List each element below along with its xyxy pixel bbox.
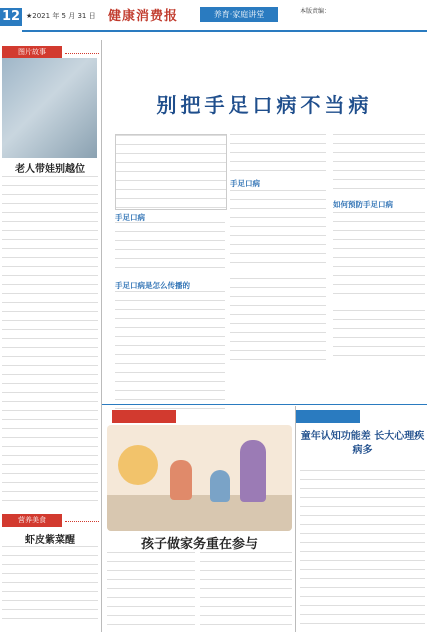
- header-rule: [22, 30, 427, 32]
- tag-dots-bottom: [65, 521, 99, 523]
- issue-date: ★2021 年 5 月 31 日: [26, 12, 96, 20]
- section-tag: 养育·家庭讲堂: [200, 7, 278, 22]
- feature-headline: 孩子做家务重在参与: [140, 537, 258, 552]
- subhead-prevention: 如何预防手足口病: [333, 200, 393, 209]
- editor-line: 本版责编：: [300, 8, 331, 15]
- col-c-body-1: [333, 134, 425, 196]
- col-a-body-1: [115, 222, 225, 276]
- col-b-body-1: [230, 134, 326, 176]
- col-c-body-3: [333, 310, 425, 364]
- right-body: [300, 470, 425, 626]
- newspaper-brand: 健康消费报: [108, 9, 179, 24]
- subhead-alert: 手足口病: [115, 213, 145, 222]
- subhead-symptoms: 手足口病: [230, 179, 260, 188]
- left-tag-bottom: 营养美食: [2, 514, 62, 527]
- col-b-body-2: [230, 190, 326, 264]
- recipe-title: 虾皮紫菜醒: [25, 535, 75, 546]
- left-tag-top: 图片故事: [2, 46, 62, 59]
- column-divider: [295, 406, 296, 632]
- story-photo: [2, 58, 97, 158]
- main-headline: 别把手足口病不当病: [156, 93, 373, 117]
- adult-figure: [240, 440, 266, 502]
- lead-paragraph: [115, 134, 227, 210]
- page-number: 12: [1, 9, 21, 24]
- right-tag: [296, 410, 360, 423]
- feature-body-2: [200, 552, 292, 628]
- col-a-body-2: [115, 291, 225, 337]
- recipe-body: [2, 546, 98, 626]
- subhead-transmission: 手足口病是怎么传播的: [115, 281, 190, 290]
- right-headline: 童年认知功能差 长大心理疾病多: [300, 431, 425, 456]
- section-rule: [102, 404, 427, 405]
- tag-dots: [65, 53, 99, 55]
- feature-tag: [112, 410, 176, 423]
- col-c-body-2: [333, 212, 425, 302]
- sun-shape: [118, 445, 158, 485]
- child-figure: [210, 470, 230, 502]
- feature-body-1: [107, 552, 195, 628]
- child-figure: [170, 460, 192, 500]
- left-story-body: [2, 176, 98, 506]
- left-story-title: 老人带娃别越位: [15, 164, 85, 175]
- col-b-body-3: [230, 278, 326, 364]
